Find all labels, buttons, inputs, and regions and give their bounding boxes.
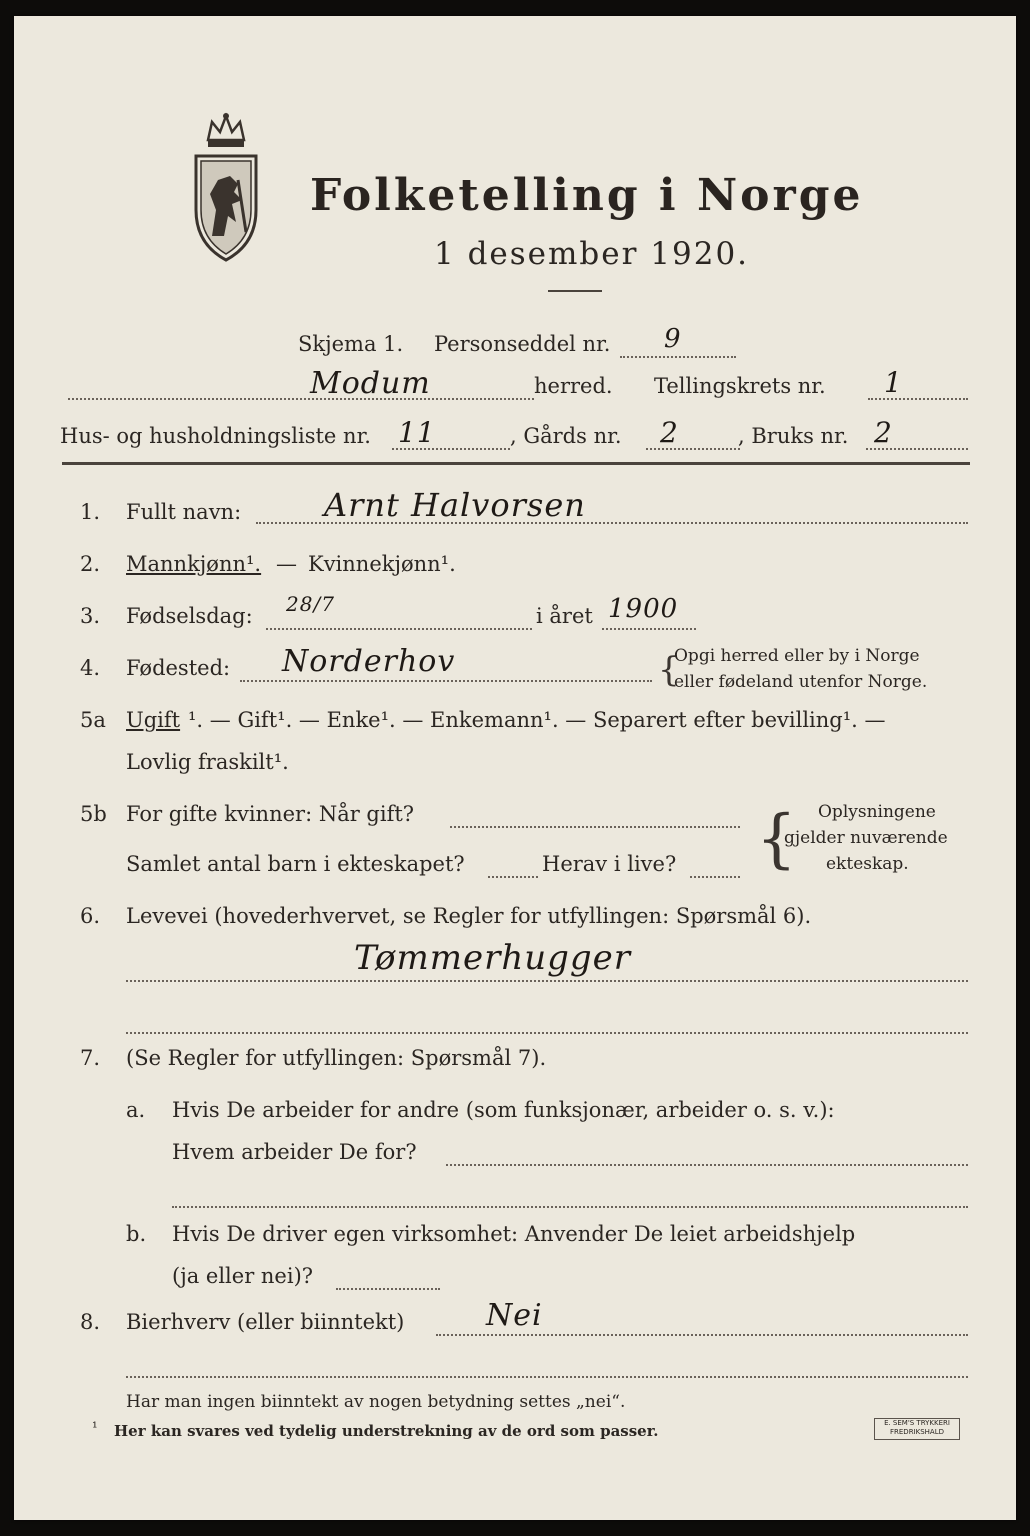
- personseddel-value[interactable]: 9: [664, 324, 682, 354]
- birthdate-value[interactable]: 28/7: [286, 592, 335, 616]
- q5b-label-1: For gifte kvinner: Når gift?: [126, 802, 415, 826]
- female-option[interactable]: Kvinnekjønn¹.: [308, 552, 456, 576]
- ugift-option[interactable]: Ugift: [126, 708, 181, 732]
- bruks-value[interactable]: 2: [874, 416, 893, 449]
- title-divider: [548, 290, 602, 292]
- side-income-value[interactable]: Nei: [486, 1298, 543, 1333]
- q5b-note-2: gjelder nuværende: [784, 828, 948, 848]
- q7a-text-2: Hvem arbeider De for?: [172, 1140, 417, 1164]
- q5a-number: 5a: [80, 708, 106, 732]
- census-date: 1 desember 1920.: [434, 236, 750, 272]
- herred-label: herred.: [534, 374, 613, 398]
- q1-number: 1.: [80, 500, 101, 524]
- q2-number: 2.: [80, 552, 101, 576]
- q7a-letter: a.: [126, 1098, 146, 1122]
- q5b-label-3: Herav i live?: [542, 852, 677, 876]
- footnote-text: Her kan svares ved tydelig understrekning av de ord som passer.: [114, 1422, 659, 1440]
- norwegian-coat-of-arms-icon: [186, 110, 266, 266]
- male-option[interactable]: Mannkjønn¹.: [126, 552, 262, 576]
- q7a-text: Hvis De arbeider for andre (som funksjonær, arbeider o. s. v.):: [172, 1098, 835, 1122]
- gards-value[interactable]: 2: [660, 416, 679, 449]
- tellingskrets-value[interactable]: 1: [884, 366, 903, 399]
- q5b-note-3: ekteskap.: [826, 854, 909, 874]
- occupation-value[interactable]: Tømmerhugger: [354, 938, 632, 978]
- q5a-line-2[interactable]: Lovlig fraskilt¹.: [126, 750, 289, 774]
- q4-number: 4.: [80, 656, 101, 680]
- census-form-sheet: [14, 16, 1016, 1520]
- q3-number: 3.: [80, 604, 101, 628]
- gards-label: , Gårds nr.: [510, 424, 622, 448]
- birthyear-value[interactable]: 1900: [608, 594, 679, 624]
- q4-note-1: Opgi herred eller by i Norge: [674, 646, 920, 666]
- q4-label: Fødested:: [126, 656, 231, 680]
- birthplace-value[interactable]: Norderhov: [282, 644, 456, 679]
- q4-note-2: eller fødeland utenfor Norge.: [674, 672, 928, 692]
- hus-value[interactable]: 11: [398, 416, 436, 449]
- printer-stamp-line-2: FREDRIKSHALD: [889, 1428, 944, 1436]
- tellingskrets-label: Tellingskrets nr.: [654, 374, 826, 398]
- header-rule: [62, 462, 970, 465]
- q6-number: 6.: [80, 904, 101, 928]
- q7-label: (Se Regler for utfyllingen: Spørsmål 7).: [126, 1046, 547, 1070]
- q2-separator: —: [276, 552, 297, 576]
- printer-stamp-line-1: E. SEM'S TRYKKERI: [884, 1419, 950, 1427]
- q6-label: Levevei (hovederhvervet, se Regler for utfyllingen: Spørsmål 6).: [126, 904, 812, 928]
- personseddel-label: Personseddel nr.: [434, 332, 611, 356]
- q7b-letter: b.: [126, 1222, 147, 1246]
- hus-label: Hus- og husholdningsliste nr.: [60, 424, 371, 448]
- q8-number: 8.: [80, 1310, 101, 1334]
- q3-label: Fødselsdag:: [126, 604, 253, 628]
- q5b-label-2: Samlet antal barn i ekteskapet?: [126, 852, 465, 876]
- form-title: Folketelling i Norge: [310, 170, 864, 221]
- q5b-note-1: Oplysningene: [818, 802, 936, 822]
- q7-number: 7.: [80, 1046, 101, 1070]
- q8-label: Bierhverv (eller biinntekt): [126, 1310, 405, 1334]
- q7b-text-2: (ja eller nei)?: [172, 1264, 314, 1288]
- q7b-text: Hvis De driver egen virksomhet: Anvender De leiet arbeidshjelp: [172, 1222, 856, 1246]
- footnote-mark: ¹: [92, 1420, 98, 1436]
- q5b-number: 5b: [80, 802, 107, 826]
- q5a-options[interactable]: ¹. — Gift¹. — Enke¹. — Enkemann¹. — Separert efter bevilling¹. —: [188, 708, 886, 732]
- q4-brace: {: [658, 650, 680, 690]
- q5b-brace: {: [756, 802, 797, 876]
- full-name-value[interactable]: Arnt Halvorsen: [324, 486, 586, 524]
- herred-value[interactable]: Modum: [310, 366, 431, 401]
- year-label: i året: [536, 604, 593, 628]
- bruks-label: , Bruks nr.: [738, 424, 849, 448]
- schema-label: Skjema 1.: [298, 332, 404, 356]
- printer-stamp: [874, 1418, 960, 1440]
- q1-label: Fullt navn:: [126, 500, 242, 524]
- nei-note: Har man ingen biinntekt av nogen betydning settes „nei“.: [126, 1392, 626, 1412]
